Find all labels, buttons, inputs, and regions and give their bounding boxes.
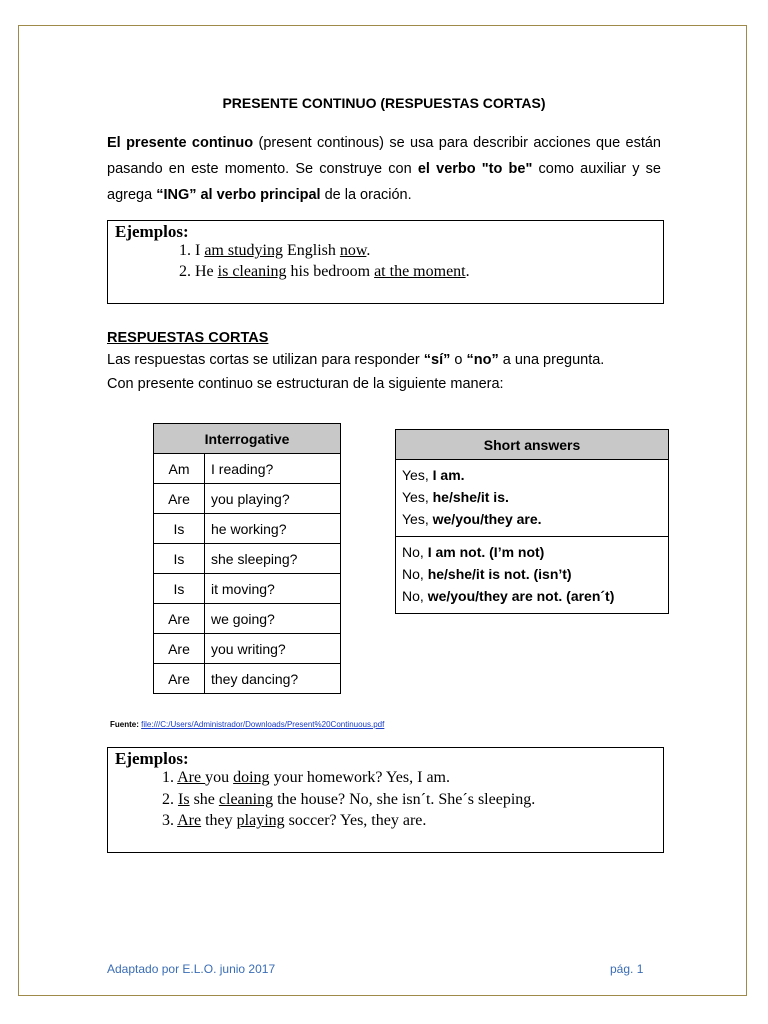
list-item: No, he/she/it is not. (isn’t) [402, 566, 572, 582]
page-title: PRESENTE CONTINUO (RESPUESTAS CORTAS) [222, 95, 546, 111]
source-label: Fuente: [110, 720, 139, 729]
example-line: 2. He is cleaning his bedroom at the moment. [179, 263, 470, 280]
example-line: 1. Are you doing your homework? Yes, I am. [162, 769, 450, 786]
table-row: Am I reading? [154, 454, 341, 484]
examples-box-2 [107, 747, 664, 853]
source-link[interactable]: file:///C:/Users/Administrador/Downloads/Present%20Continuous.pdf [141, 720, 385, 729]
intro-text-1: (present continous) se usa para describir acciones que están pasando en este momento. Se construye con [107, 135, 661, 177]
no-answers [396, 536, 668, 613]
list-item: No, we/you/they are not. (aren´t) [402, 588, 615, 604]
table-row: Are you playing? [154, 484, 341, 514]
intro-bold-1: El presente continuo [107, 135, 254, 151]
table-row: Are we going? [154, 604, 341, 634]
section-description: Las respuestas cortas se utilizan para responder “sí” o “no” a una pregunta. Con presente continuo se estructuran de la siguiente manera: [107, 352, 605, 392]
intro-bold-2: el verbo "to be" [417, 161, 533, 177]
interrogative-table [153, 423, 341, 694]
intro-text-2: como auxiliar y se agrega [107, 161, 661, 203]
interrogative-header: Interrogative [154, 424, 341, 454]
examples-heading: Ejemplos: [115, 222, 189, 241]
table-row: Is he working? [154, 514, 341, 544]
examples-heading: Ejemplos: [115, 749, 189, 768]
example-line: 3. Are they playing soccer? Yes, they are. [162, 812, 427, 829]
intro-text-3: de la oración. [320, 187, 412, 203]
short-answers-header: Short answers [396, 430, 668, 460]
short-answers-table [395, 429, 669, 614]
example-line: 1. I am studying English now. [179, 242, 371, 259]
list-item: Yes, I am. [402, 467, 465, 483]
intro-bold-3: “ING” al verbo principal [156, 187, 321, 203]
yes-answers [396, 460, 668, 536]
section-title: RESPUESTAS CORTAS [107, 330, 269, 346]
page-number: pág. 1 [610, 962, 644, 976]
list-item: Yes, he/she/it is. [402, 489, 509, 505]
table-row: Are you writing? [154, 634, 341, 664]
table-row: Is she sleeping? [154, 544, 341, 574]
list-item: Yes, we/you/they are. [402, 511, 542, 527]
examples-box-1 [107, 220, 664, 304]
footer-credit: Adaptado por E.L.O. junio 2017 [107, 962, 276, 976]
intro-paragraph [107, 130, 661, 208]
source-note [110, 720, 384, 729]
list-item: No, I am not. (I’m not) [402, 544, 545, 560]
example-line: 2. Is she cleaning the house? No, she isn´t. She´s sleeping. [162, 791, 536, 808]
table-row: Are they dancing? [154, 664, 341, 694]
table-row: Is it moving? [154, 574, 341, 604]
